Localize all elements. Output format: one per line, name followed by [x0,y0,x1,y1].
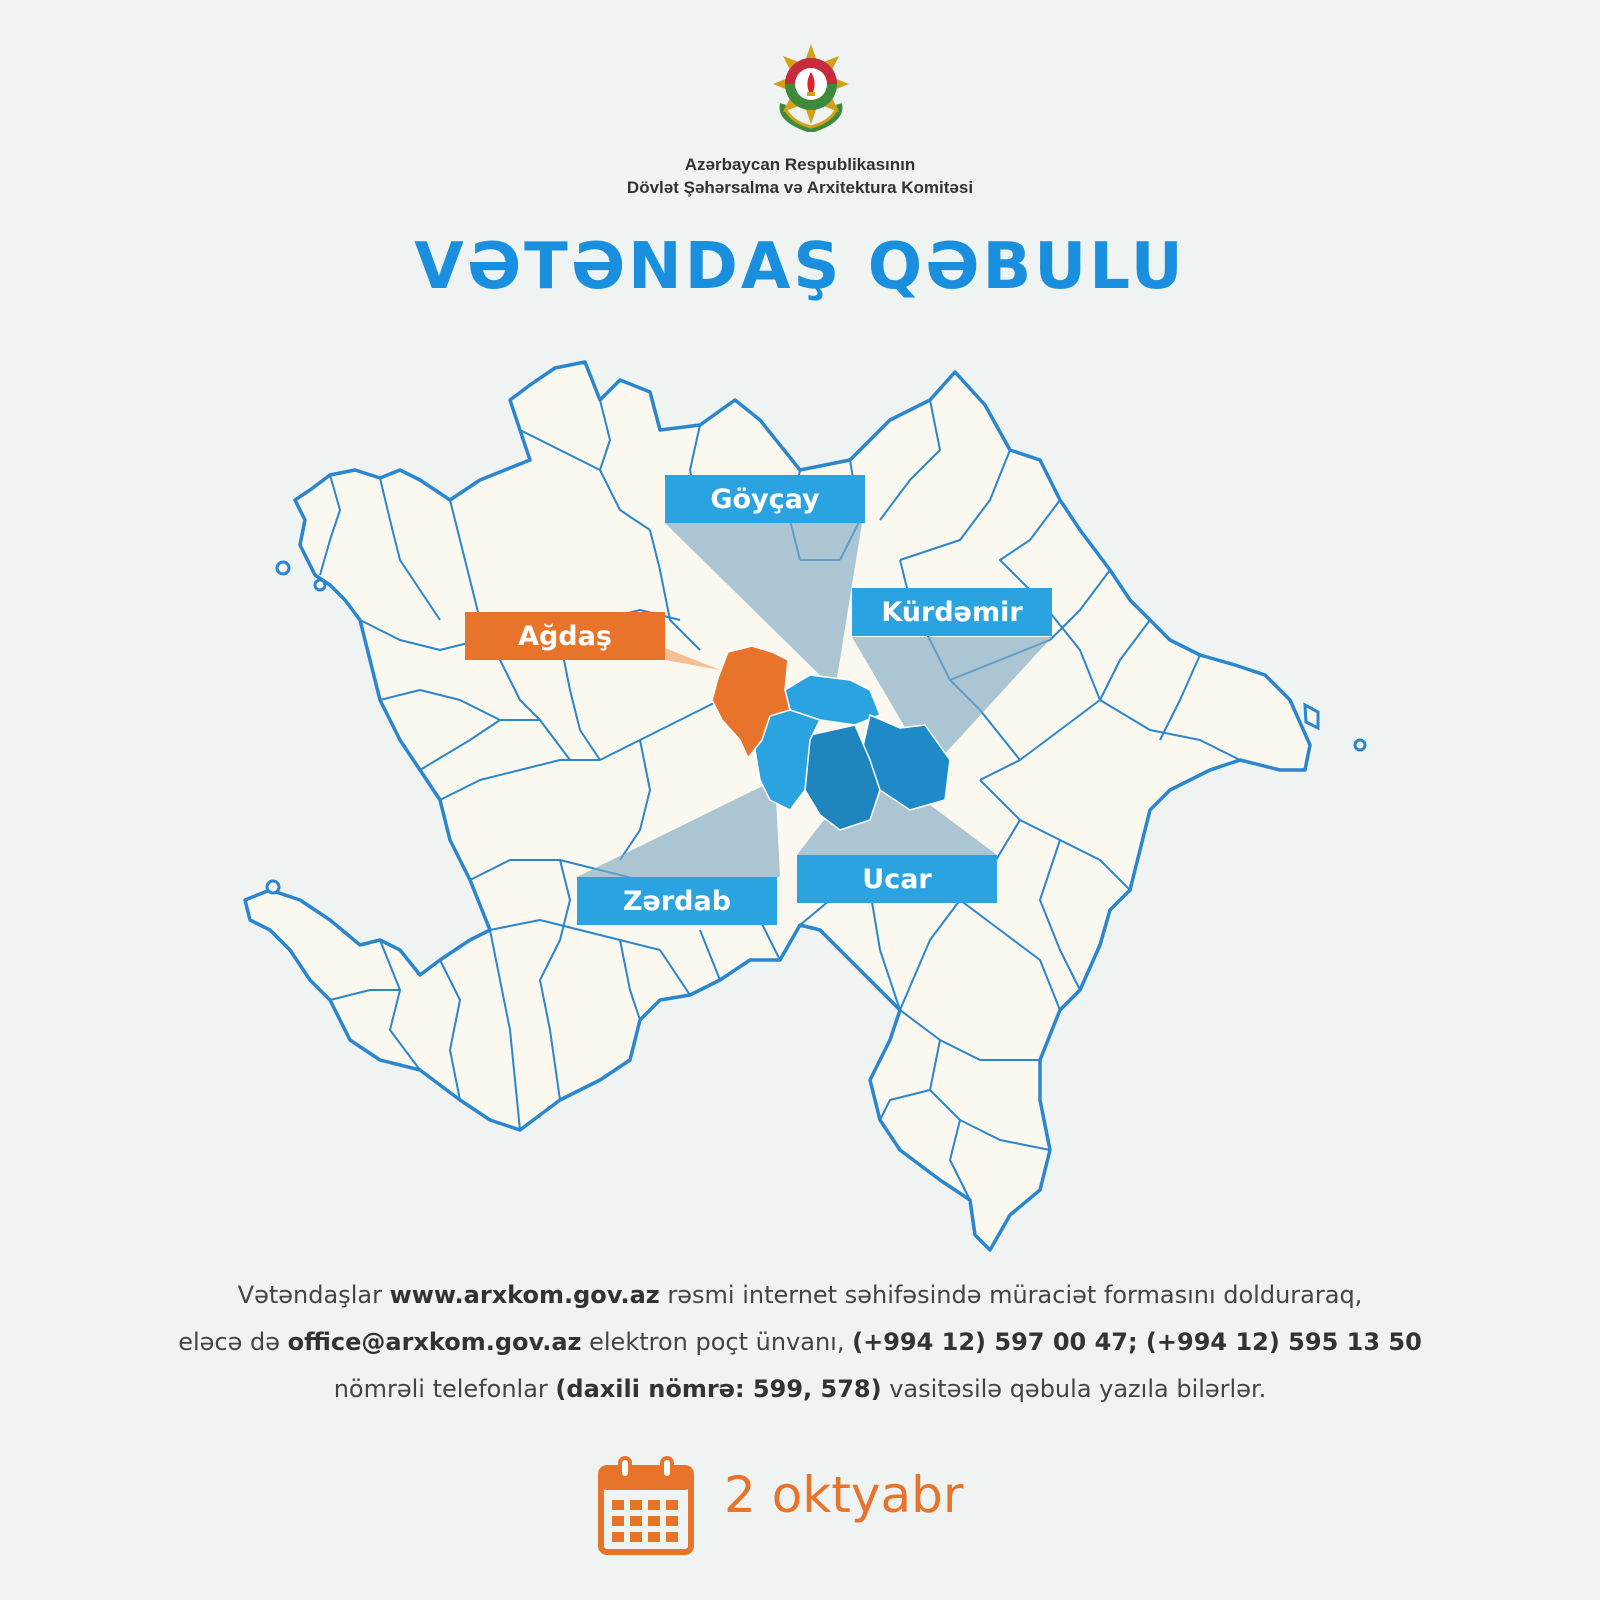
website-link[interactable]: www.arxkom.gov.az [389,1281,660,1309]
region-label-ucar [797,855,997,903]
region-label-kurdamir [852,588,1052,636]
org-line-1: Azərbaycan Respublikasının [684,155,916,174]
region-label-zardab [577,877,777,925]
svg-text:Zərdab: Zərdab [622,886,732,917]
svg-text:Ucar: Ucar [862,864,932,895]
info-line-1: Vətəndaşlar www.arxkom.gov.az rəsmi internet səhifəsində müraciət formasını dolduraraq, [237,1281,1363,1309]
org-line-2: Dövlət Şəhərsalma və Arxitektura Komitəsi [626,178,974,197]
contact-info [60,1272,1540,1413]
internal-numbers: (daxili nömrə: 599, 578) [555,1375,882,1403]
info-line-2: eləcə də office@arxkom.gov.az elektron poçt ünvanı, (+994 12) 597 00 47; (+994 12) 595 13 50 [178,1328,1422,1356]
svg-text:Kürdəmir: Kürdəmir [881,597,1023,628]
page-title: VƏTƏNDAŞ QƏBULU [414,230,1186,304]
info-line-3: nömrəli telefonlar (daxili nömrə: 599, 578) vasitəsilə qəbula yazıla bilərlər. [333,1375,1267,1403]
email-link[interactable]: office@arxkom.gov.az [287,1328,582,1356]
svg-text:Göyçay: Göyçay [710,484,820,515]
region-label-goycay [665,475,865,523]
date-text: 2 oktyabr [724,1466,964,1524]
region-label-agdas [465,612,665,660]
svg-text:Ağdaş: Ağdaş [518,621,612,652]
date-block [598,1456,1018,1556]
phone-numbers: (+994 12) 597 00 47; (+994 12) 595 13 50 [852,1328,1422,1356]
calendar-icon [598,1456,694,1556]
